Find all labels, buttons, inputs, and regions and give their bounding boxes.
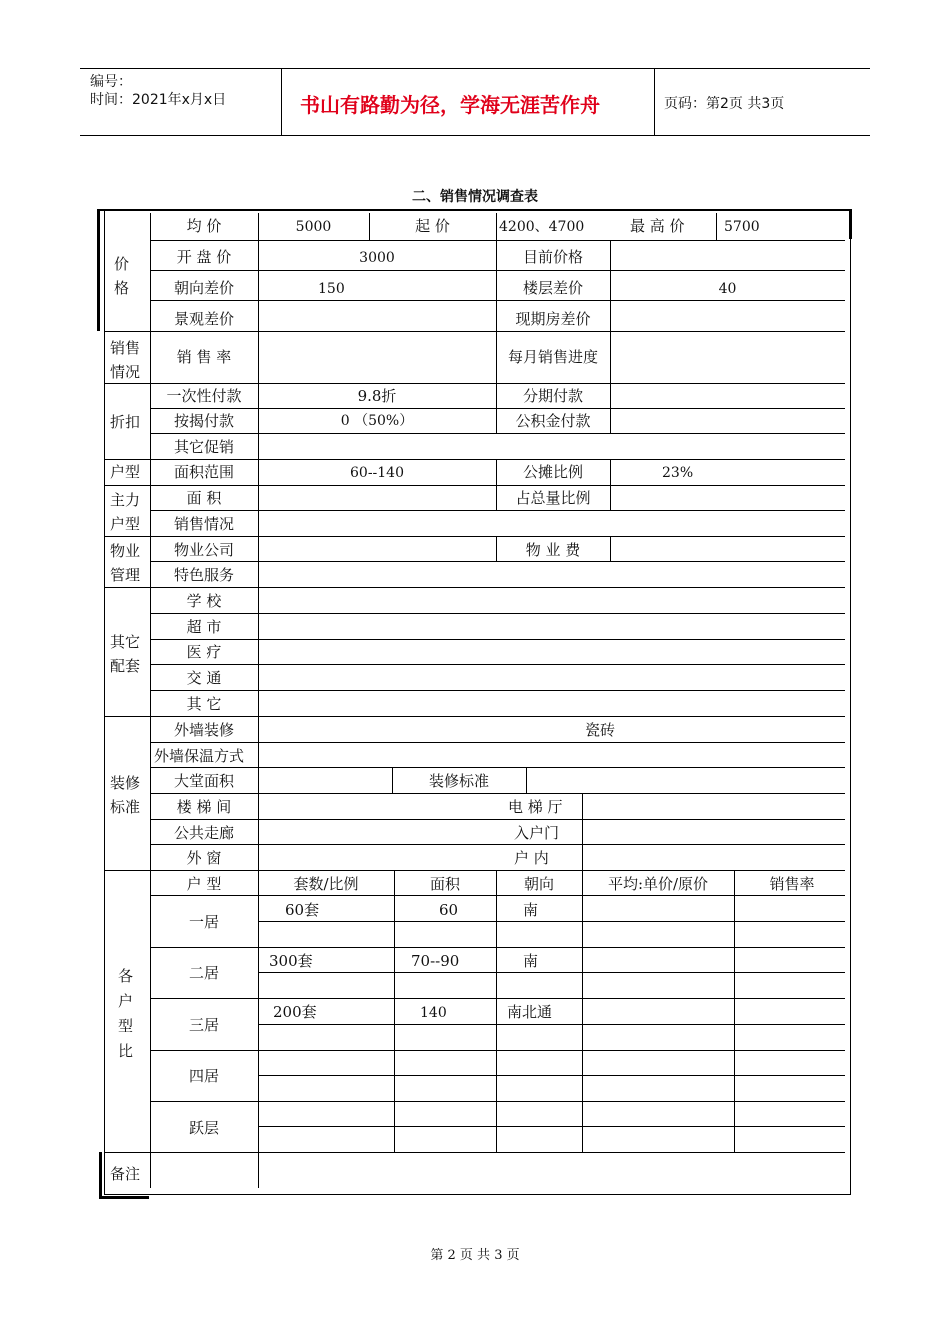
main-sales-label: 销售情况	[173, 515, 234, 533]
page-number-label: 页码：第2页 共3页	[664, 96, 785, 112]
exterior-wall-value: 瓷砖	[584, 721, 615, 739]
type-row-name: 跃层	[188, 1119, 219, 1137]
page-title: 二、销售情况调查表	[412, 189, 538, 205]
area-range-value: 60--140	[350, 465, 404, 481]
section-price-label-2: 格	[114, 279, 130, 297]
facility-supermarket-label: 超 市	[186, 618, 222, 636]
section-property-label-2: 管理	[110, 566, 141, 584]
section-price-label-1: 价	[114, 255, 130, 273]
shared-ratio-label: 公摊比例	[522, 463, 583, 481]
facility-school-label: 学 校	[186, 592, 222, 610]
section-sales-label-2: 情况	[110, 363, 141, 381]
facility-medical-label: 医 疗	[186, 643, 222, 661]
section-unit-label: 户型	[110, 463, 141, 481]
type-row-orientation: 南	[523, 901, 539, 919]
area-range-label: 面积范围	[173, 463, 234, 481]
property-fee-label: 物 业 费	[525, 541, 581, 559]
max-price-value: 5700	[724, 219, 760, 235]
document-number-label: 编号：	[90, 74, 132, 90]
section-types-label-1: 各	[118, 967, 134, 985]
type-row-name: 四居	[188, 1067, 219, 1085]
fund-payment-label: 公积金付款	[515, 412, 591, 430]
type-row-count: 300套	[269, 952, 313, 970]
public-corridor-label: 公共走廊	[173, 824, 234, 842]
floor-diff-value: 40	[718, 281, 737, 297]
orientation-diff-value: 150	[318, 281, 345, 297]
lobby-area-label: 大堂面积	[173, 772, 234, 790]
facility-other-label: 其 它	[186, 695, 222, 713]
lump-sum-value: 9.8折	[357, 387, 397, 405]
special-service-label: 特色服务	[173, 566, 234, 584]
type-row-count: 200套	[273, 1003, 317, 1021]
type-row-area: 60	[439, 901, 459, 919]
document-time-label: 时间：2021年x月x日	[90, 92, 227, 108]
mortgage-value: 0 （50%）	[340, 413, 414, 429]
types-header-orientation: 朝向	[523, 875, 554, 893]
entry-door-label: 入户门	[514, 824, 560, 842]
types-header-count: 套数/比例	[293, 875, 359, 893]
types-header-avg-price: 平均:单价/原价	[607, 875, 709, 893]
section-types-label-4: 比	[118, 1042, 134, 1060]
exterior-wall-label: 外墙装修	[173, 721, 234, 739]
start-price-label: 起 价	[415, 217, 450, 235]
type-row-name: 三居	[188, 1016, 219, 1034]
remarks-label: 备注	[110, 1165, 141, 1183]
facility-transport-label: 交 通	[186, 669, 222, 687]
total-ratio-label: 占总量比例	[515, 489, 591, 507]
page-footer: 第 2 页 共 3 页	[430, 1248, 520, 1263]
section-decoration-label-1: 装修	[110, 774, 141, 792]
property-company-label: 物业公司	[173, 541, 234, 559]
lump-sum-label: 一次性付款	[166, 387, 242, 405]
sales-rate-label: 销 售 率	[176, 348, 232, 366]
exterior-window-label: 外 窗	[186, 849, 222, 867]
section-types-label-3: 型	[118, 1017, 134, 1035]
types-header-area: 面积	[429, 875, 460, 893]
section-sales-label-1: 销售	[110, 339, 141, 357]
mortgage-label: 按揭付款	[173, 412, 234, 430]
shared-ratio-value: 23%	[662, 465, 694, 481]
decoration-standard-label: 装修标准	[428, 772, 489, 790]
section-decoration-label-2: 标准	[110, 798, 141, 816]
section-main-unit-label-2: 户型	[110, 515, 141, 533]
types-header-sales-rate: 销售率	[769, 875, 815, 893]
other-promotion-label: 其它促销	[173, 438, 234, 456]
header-slogan: 书山有路勤为径，学海无涯苦作舟	[300, 93, 600, 117]
opening-price-label: 开 盘 价	[176, 248, 232, 266]
ready-house-diff-label: 现期房差价	[515, 310, 591, 328]
section-facilities-label-1: 其它	[110, 633, 141, 651]
monthly-progress-label: 每月销售进度	[507, 348, 598, 366]
orientation-diff-label: 朝向差价	[173, 279, 234, 297]
type-row-count: 60套	[285, 901, 320, 919]
type-row-orientation: 南北通	[507, 1003, 553, 1021]
opening-price-value: 3000	[359, 250, 395, 266]
view-diff-label: 景观差价	[173, 310, 234, 328]
current-price-label: 目前价格	[522, 248, 583, 266]
type-row-orientation: 南	[523, 952, 539, 970]
staircase-label: 楼 梯 间	[176, 798, 232, 816]
floor-diff-label: 楼层差价	[522, 279, 583, 297]
wall-insulation-label: 外墙保温方式	[154, 747, 245, 765]
max-price-label: 最 高 价	[630, 217, 685, 235]
section-facilities-label-2: 配套	[110, 657, 141, 675]
elevator-hall-label: 电 梯 厅	[508, 798, 563, 816]
type-row-area: 140	[420, 1005, 447, 1021]
type-row-name: 二居	[188, 964, 219, 982]
indoor-label: 户 内	[514, 849, 549, 867]
type-row-area: 70--90	[411, 952, 460, 970]
section-main-unit-label-1: 主力	[110, 491, 141, 509]
start-price-value: 4200、4700	[499, 219, 585, 235]
section-property-label-1: 物业	[110, 542, 141, 560]
installment-label: 分期付款	[522, 387, 583, 405]
avg-price-value: 5000	[295, 219, 332, 235]
main-area-label: 面 积	[186, 489, 222, 507]
avg-price-label: 均 价	[186, 217, 222, 235]
types-header-type: 户 型	[186, 875, 222, 893]
type-row-name: 一居	[188, 913, 219, 931]
section-discount-label: 折扣	[110, 413, 141, 431]
section-types-label-2: 户	[118, 992, 134, 1010]
